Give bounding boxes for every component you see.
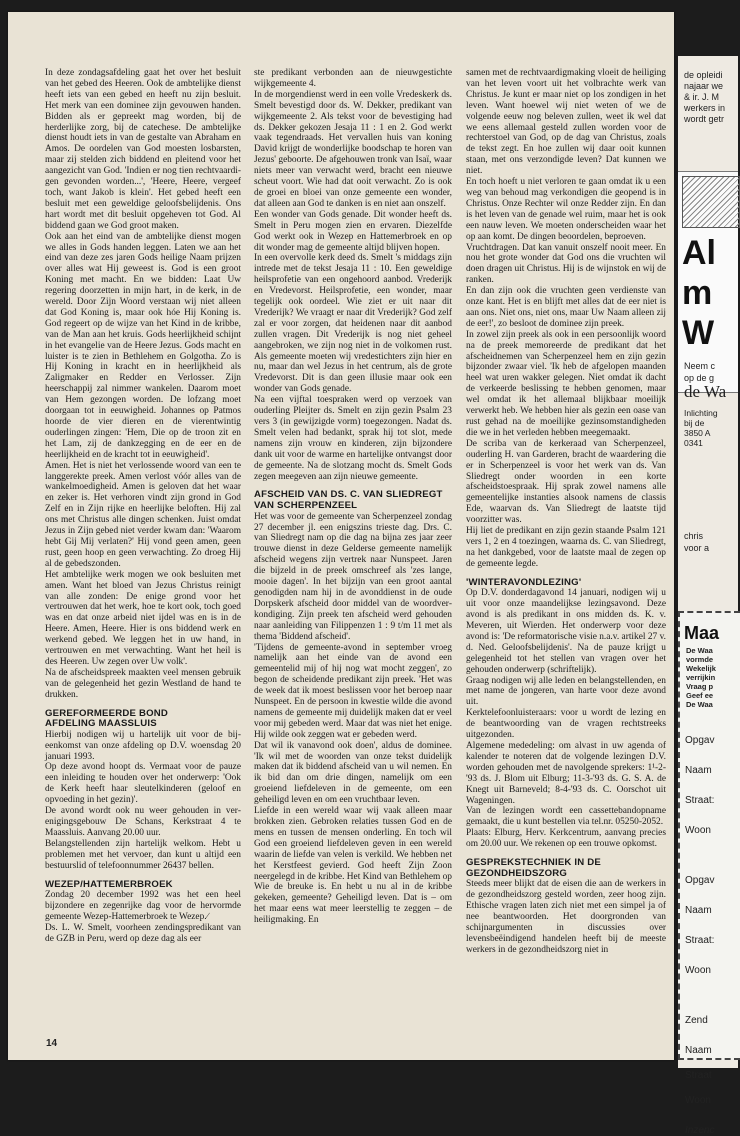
article-paragraph: Van de lezingen wordt een cassettebandopname gemaakt, die u kunt bestellen via tel.nr. 05250-2052.	[466, 806, 666, 828]
article-paragraph: samen met de rechtvaardigmaking vloeit de heiliging van het leven voort uit het volbrachte werk van Christus. Je kunt er maar niet op los zondigen in het leven. Want hoewel wij niet weten of we de volgende eeuw nog beleven zullen, weet ik wel dat we eens allemaal gesteld zullen worden voor de rechterstoel van God, op de dag van Christus, zoals de tekst zegt. En hoe zullen wij daar ooit kunnen staan, met ons verzondigde leven? Dat kunnen we niet.	[466, 68, 666, 177]
fragment-line: najaar we	[684, 81, 724, 91]
article-heading: WEZEP/HATTEMERBROEK	[45, 878, 173, 890]
fragment-line: Vraag p	[686, 682, 714, 691]
article-paragraph: Het ambtelijke werk mogen we ook besluiten met amen. Want het bloed van Jezus Christus reinigt van alle zonden: De enige grond voor het vertrouwen dat het werk, hoe te kort ook, toch goed was en dat onze arbeid niet ijdel was en is in de Heere. Amen, Heere. Hier is ons biddend werk en werkend gebed. We leggen het in uw hand, in vertrouwen en met verwachting. Want het heil is des Heeren. Uw zegen over Uw volk'.	[45, 569, 241, 667]
advertisement-banner	[678, 171, 738, 393]
fragment-line: op de g	[684, 373, 715, 383]
coupon-field-label: Opgav	[685, 875, 715, 886]
article-paragraph: Zondag 20 december 1992 was het een heel bijzondere en zegenrijke dag voor de hervormde gemeente Wezep-Hattemerbroek te Wezep.∕	[45, 890, 241, 922]
article-paragraph: Belangstellenden zijn hartelijk welkom. Hebt u problemen met het vervoer, dan kunt u altijd een bestuurslid of telefoonnummer 26437 bellen.	[45, 838, 241, 871]
fragment-line: De Waa	[686, 700, 713, 709]
banner-title: de Wa	[684, 382, 727, 401]
article-paragraph: Kerktelefoonluisteraars: voor u wordt de lezing en de beantwoording van de vragen rechtstreeks uitgezonden.	[466, 708, 666, 741]
article-paragraph: Na een vijftal toespraken werd op verzoek van ouderling Pleijter ds. Smelt en zijn gezin Psalm 23 vers 3 (in gewijzigde vorm) toegezongen. Nadat ds. Smelt velen had bedankt, sprak hij tot slot, mede namens zijn vrouw en kinderen, zijn bijzondere dank uit voor de warme en hartelijke ontvangst door de gemeente. Na de slotzang mocht ds. Smelt Gods zegen meegeven aan zijn nieuwe gemeente.	[254, 395, 452, 482]
article-paragraph: Plaats: Elburg, Herv. Kerkcentrum, aanvang precies om 20.00 uur. We rekenen op een trouwe opkomst.	[466, 828, 666, 850]
fragment-line: verrijkin	[686, 673, 716, 682]
article-heading: AFSCHEID VAN DS. C. VAN SLIEDREGT VAN SCHERPENZEEL	[254, 489, 443, 512]
banner-headline-1: Al	[682, 234, 716, 272]
article-paragraph: Graag nodigen wij alle leden en belangstellenden, en met name de jongeren, van harte voor deze avond uit.	[466, 675, 666, 708]
banner-illustration	[682, 176, 740, 228]
adjacent-page-edge	[678, 56, 738, 1136]
page-number: 14	[46, 1038, 58, 1049]
article-paragraph: Vruchtdragen. Dat kan vanuit onszelf nooit meer. En nou het grote wonder dat God ons die vruchten wil doen dragen uit Christus. Hij is de wijnstok en wij de ranken.	[466, 242, 666, 286]
article-paragraph: En dan zijn ook die vruchten geen verdienste van onze kant. Het is en blijft met alles dat de eer niet is aan ons. Niet ons, niet ons, maar Uw Naam alleen zij de eer!', zo besloot de dominee zijn preek.	[466, 286, 666, 329]
article-paragraph: Liefde in een wereld waar wij vaak alleen maar brokken zien. Gebroken relaties tussen God en de mens en tussen de mensen onderling. En toch wil God een groeiend liefdeleven geven in een wereld waarin de liefde van velen is verkild. We hebben net het Kerstfeest gevierd. God heeft Zijn Zoon neergelegd in de kribbe. Het Kind van Bethlehem op Wie de breuke is. En hebt u nu al in de kribbe gekeken, gemeente? Geheiligd leven. Dat is – om het maar eens wat meer leerstellig te zeggen – de heiligmaking. En	[254, 806, 452, 926]
article-paragraph: Het was voor de gemeente van Scherpenzeel zondag 27 december jl. een enigszins trieste dag. Drs. C. van Sliedregt nam op die dag na bijna zes jaar zeer trouwe dienst in deze Gelderse gemeente namelijk afscheid wegens zijn vertrek naar Nunspeet. Jaren die bijzeld in de preek omschreef als 'zes lange, mooie dagen'. In het bijzijn van een groot aantal genodigden nam hij in de avonddienst in de oude Dorpskerk afscheid door middel van de woordverkondiging. Zijn preek ten afscheid werd gehouden naar aanleiding van Filippenzen 1 : 9 t/m 11 met als thema 'Biddend afscheid'.	[254, 511, 452, 642]
coupon-field-label: Naam	[685, 1045, 712, 1056]
article-heading: GEREFORMEERDE BOND AFDELING MAASSLUIS	[45, 707, 168, 730]
coupon-title: Maa	[684, 623, 720, 643]
article-paragraph: In deze zondagsafdeling gaat het over het besluit van het gebed des Heeren. Ook de ambtelijke dienst heeft iets van een gebed en heeft nu zijn besluit. Het merk van een dominee zijn gevouwen handen. Bidden als er gepreekt mag worden, bij de herderlijke zorg, bij de catechese. De ambtelijke dienst houdt iets in van de gestalte van Abraham en Amos. De oordelen van God moesten losbarsten, maar zij stelden zich biddend en pleitend voor het aangezicht van God. 'Indien er nog tien rechtvaardigen gevonden worden...', 'Heere, Heere, vergeef toch, want Jakob is klein'. Het gebed heeft een besluit met een geweldige geloofsbelijdenis. Ons hart wordt met dit besluit opgeheven tot God. Al biddend gaan we God groot maken.	[45, 68, 241, 231]
fragment-line: De Waa	[686, 646, 713, 655]
fragment-line: & ir. J. M	[684, 92, 720, 102]
article-paragraph: Een wonder van Gods genade. Dit wonder heeft ds. Smelt in Peru mogen zien en ervaren. Diezelfde God werkt ook in Wezep en Hattemerbroek en op dit wonder mag de gemeente altijd blijven hopen.	[254, 209, 452, 253]
article-paragraph: ste predikant verbonden aan de nieuwgestichte wijkgemeente 4.	[254, 68, 452, 89]
article-paragraph: 'Tijdens de gemeente-avond in september vroeg namelijk aan het einde van de avond een gemeentelid mij of hij nog wat mocht zeggen', zo begon de scheidende predikant zijn preek. 'Het was de week dat ik moest beslissen voor het beroep naar Nunspeet. En de persoon in kwestie wilde die avond namens de gemeente mij duidelijk maken dat er veel voor mij gebeden werd. Maar dat was niet het enige. Hij wilde ook zeggen wat er gebeden werd.	[254, 642, 452, 740]
article-paragraph: Op deze avond hoopt ds. Vermaat voor de pauze een inleiding te houden over het onderwerp: 'Ook de Kerk heeft haar sleutelkinderen (geloof en opvoeding in het gezin)'.	[45, 762, 241, 806]
fragment-line: chris	[684, 531, 704, 541]
fragment-line: vormde	[686, 655, 714, 664]
coupon-field-label: Straat	[685, 1070, 712, 1081]
fragment-line: werkers in	[684, 103, 726, 113]
article-paragraph: Ds. L. W. Smelt, voorheen zendingspredikant van de GZB in Peru, werd op deze dag als eer	[45, 922, 241, 944]
article-paragraph: In zowel zijn preek als ook in een persoonlijk woord na de preek memoreerde de predikant dat het afscheidnemen van Scherpenzeel hem en zijn gezin bijzonder zwaar viel. 'Ik heb de afgelopen maanden heel wat uren wakker gelegen. Niet omdat ik dacht de verkeerde beslissing te hebben genomen, maar wel omdat ik het allemaal blijkbaar moeilijk verwerkt heb. We hebben hier als gezin een oase van rust gehad na de moeilijke gezinsomstandigheden die we in het verleden hebben meegemaakt.	[466, 329, 666, 438]
coupon-field-label: Zend	[685, 1015, 708, 1026]
article-paragraph: Op D.V. donderdagavond 14 januari, nodigen wij u uit voor onze maandelijkse lezingsavond. Deze avond is als predikant in ons midden ds. K. v. Meveren, uit Wierden. Het onderwerp voor deze avond is: 'De reformatorische visie n.a.v. artikel 27 v. d. Ned. Geloofsbelijdenis'. Na de pauze krijgt u gelegenheid tot het stellen van vragen over het gehouden onderwerp (schriftelijk).	[466, 588, 666, 675]
subscription-coupon	[678, 611, 740, 1136]
column-2	[254, 68, 452, 926]
article-paragraph: Hij liet de predikant en zijn gezin staande Psalm 121 vers 1, 2 en 4 toezingen, waarna ds. C. van Sliedregt, na het dankgebed, voor de laatste maal de zegen op de gemeente legde.	[466, 526, 666, 569]
fragment-line: bij de	[684, 418, 705, 428]
article-paragraph: Ook aan het eind van de ambtelijke dienst mogen we alles in Gods handen leggen. Laten we aan het eind van deze zes jaren Gods heilige Naam prijzen over alles wat Hij geweest is. God is een groot Koning met macht. En we bidden: Laat Uw regering doorzetten in mijn hart, in de kerk, in de wereld. Door Zijn Woord verstaan wij niet alleen dat God Koning is, maar ook hóe Hij Koning is. God regeert op de wijze van het Kind in de kribbe, van de Man aan het kruis. Gods heerlijkheid schijnt in het evangelie van de Heere Jezus. Gods macht en luister is te zien in Bethlehem en Golgotha. Zo is Hij Koning in kracht en in heerlijkheid als Zaligmaker en Redder en Verlosser. Zijn heerschappij zal nimmer wankelen. Daarom moet van Hem gezongen worden. De lofzang moet doorgaan tot in eeuwigheid. Johannes op Patmos hoorde de vier dieren en de vierentwintig ouderlingen zingen: 'Hem, Die op de troon zit en het Lam, zij de dankzegging en de eer en de heerlijkheid en de kracht tot in eeuwigheid'.	[45, 231, 241, 460]
fragment-line: Neem c	[684, 361, 716, 371]
fragment-line: Wekelijk	[686, 664, 716, 673]
coupon-field-label: Woon	[685, 1095, 711, 1106]
article-heading: 'WINTERAVONDLEZING'	[466, 576, 582, 588]
fragment-line: 0341	[684, 438, 703, 448]
coupon-field-label: Woon	[685, 965, 711, 976]
article-paragraph: Amen. Het is niet het verlossende woord van een te langgerekte preek. Amen verlost vóór alles van de wankelmoedigheid. Amen is geloven dat het waar en zeker is. Het verhoren vindt zijn grond in God Zelf en in Zijn rijke en heerlijke beloften. Hij zal ons met Christus alle dingen schenken. Juist omdat Jezus in Zijn gebed niet verder kwam dan: 'Waarom hebt Gij Mij verlaten?' Hij vond geen amen, geen rust, geen hoop en geen verwachting. Zo droeg Hij al de gebedszonden.	[45, 460, 241, 569]
article-paragraph: De avond wordt ook nu weer gehouden in verenigingsgebouw De Schans, Kerkstraat 4 te Maassluis. Aanvang 20.00 uur.	[45, 806, 241, 838]
newspaper-page	[8, 12, 674, 1060]
article-paragraph: En toch hoeft u niet verloren te gaan omdat ik u een weg van behoud mag verkondigen die geopend is in Christus. Onze Rechter wil onze Redder zijn. En dan is het leven van de genade wel ruim, maar het is ook een nauw leven. We moeten onderscheiden waar het op aan komt. De dingen beoordelen, beproeven.	[466, 177, 666, 242]
banner-headline-3: W	[682, 314, 715, 352]
coupon-field-label: Straat:	[685, 795, 715, 806]
banner-headline-2: m	[682, 274, 713, 312]
fragment-line: wordt getr	[684, 114, 725, 124]
article-heading: GESPREKSTECHNIEK IN DE GEZONDHEIDSZORG	[466, 857, 602, 879]
column-1	[45, 68, 241, 945]
article-paragraph: Algemene mededeling: om alvast in uw agenda of kalender te noteren dat de volgende lezingen D.V. worden gehouden met de navolgende sprekers: 1¹-2-'93 ds. J. Blom uit Elburg; 11-3-'93 ds. G. S. A. de Knegt uit Barneveld; 8-4-'93 ds. C. Oorschot uit Wageningen.	[466, 740, 666, 806]
article-paragraph: In de morgendienst werd in een volle Vredeskerk ds. Smelt bevestigd door ds. W. Dekker, predikant van wijkgemeente 2. Als tekst voor de bevestiging had ds. Dekker gekozen Jesaja 11 : 1 en 2. God werkt vaak tegendraads. Het vervallen huis van koning David krijgt de wonderlijke boodschap te horen van Jezus' geboorte. De afgehouwen tronk van Isaï, waar niets meer van verwacht werd, bracht een nieuwe scheut voort. Wie had dat ooit verwacht. Zo is ook de groei en bloei van onze gemeente een wonder, dat alleen aan God te danken is en niet aan onszelf.	[254, 89, 452, 209]
article-paragraph: Steeds meer blijkt dat de eisen die aan de werkers in de gezondheidszorg gesteld worden, zeer hoog zijn. Ethische vragen laten zich niet met een simpel ja of nee beantwoorden. Het doorgronden van schijnargumenten in discussies over levensbeëindigend handelen heeft bij de meeste werkers in de gezondheidszorg niet in	[466, 879, 666, 955]
coupon-field-label: Woon	[685, 825, 711, 836]
fragment-line: voor a	[684, 543, 710, 553]
article-paragraph: De scriba van de kerkeraad van Scherpenzeel, ouderling H. van Garderen, bracht de waardering die er in Scherpenzeel is voor het werk van ds. Van Sliedregt onder woorden in een korte afscheidstoespraak. Hij sprak zowel namens alle gemeentelijke instanties alsook namens de classis Ede, waarvan ds. Van Sliedregt de laatste tijd voorzitter was.	[466, 438, 666, 526]
coupon-field-label: Inzenc	[685, 1125, 715, 1136]
fragment-line: Inlichting	[684, 408, 718, 418]
column-3	[466, 68, 666, 956]
article-paragraph: Hierbij nodigen wij u hartelijk uit voor de bijeenkomst van onze afdeling op D.V. woensdag 20 januari 1993.	[45, 729, 241, 762]
article-paragraph: In een overvolle kerk deed ds. Smelt 's middags zijn intrede met de tekst Jesaja 11 : 10. Een geweldige heilsprofetie van een ongehoord aanbod. Vrederijk en Vredevorst. Heilsprofetie, een wonder, maar tegelijk ook oordeel. Wie ziet er uit naar dit Vrederijk? We vraagt er naar dit Vrederijk? God zelf zal er voor zorgen, dat heidenen naar dit aanbod zullen vragen. Dit Vrederijk is nog niet geheel aangebroken, we zijn nog niet in de volkomen rust. Als gemeente moeten wij vredestichters zijn hier en nu, maar dan wel Jezus in het centrum, als de grote Vredevorst. Dit is dan geen illusie maar ook een wonder van Gods genade.	[254, 253, 452, 395]
article-paragraph: Na de afscheidspreek maakten veel mensen gebruik van de gelegenheid het gezin Westland de hand te drukken.	[45, 667, 241, 700]
coupon-field-label: Naam	[685, 905, 712, 916]
coupon-field-label: Naam	[685, 765, 712, 776]
fragment-line: de opleidi	[684, 70, 723, 80]
fragment-line: Geef ee	[686, 691, 714, 700]
fragment-line: 3850 A	[684, 428, 711, 438]
coupon-field-label: Opgav	[685, 735, 715, 746]
article-paragraph: Dat wil ik vanavond ook doen', aldus de dominee. 'Ik wil met de woorden van onze tekst duidelijk maken dat ik biddend afscheid van u wil nemen. En ik bid dan om drie dingen, namelijk om een groeiend liefdeleven in de gemeente, om een geheiligd leven en om een vruchtbaar leven.	[254, 740, 452, 806]
coupon-field-label: Straat:	[685, 935, 715, 946]
